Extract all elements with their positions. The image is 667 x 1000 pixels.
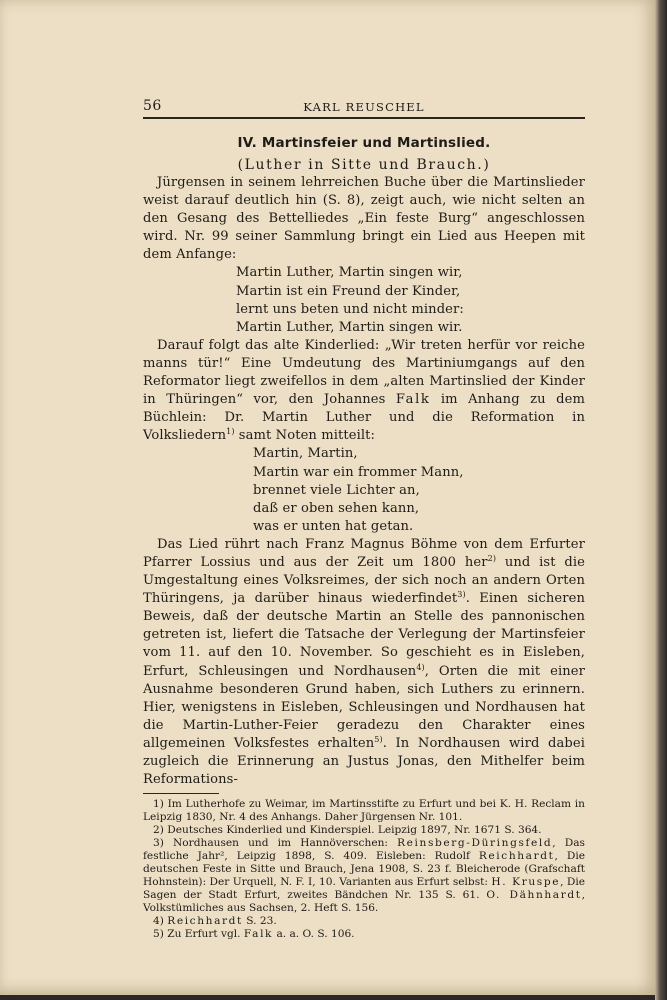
footnote-divider: [143, 793, 219, 794]
footnote-3-text: , Volkstümliches aus Sachsen, 2. Heft S. 156.: [143, 889, 585, 915]
author-name-reinsberg: Reinsberg-Düringsfeld: [397, 837, 553, 850]
verse-line: brennet viele Lichter an,: [253, 482, 420, 498]
paragraph-2: [143, 337, 585, 446]
footnote-ref-2[interactable]: 2): [487, 553, 497, 563]
paragraph-3: [143, 536, 585, 789]
verse-line: daß er oben sehen kann,: [253, 500, 420, 516]
footnote-5-text: 5) Zu Erfurt vgl.: [153, 928, 244, 941]
footnote-2: 2) Deutsches Kinderlied und Kinderspiel. Leipzig 1897, Nr. 1671 S. 364.: [153, 824, 542, 837]
paragraph-2-text: samt Noten mitteilt:: [234, 428, 376, 444]
verse-line: Martin war ein frommer Mann,: [253, 464, 464, 480]
verse-line: was er unten hat getan.: [253, 518, 414, 534]
footnote-3-text: , Das festliche Jahr², Leipzig 1898, S. 409. Eisleben: Rudolf: [143, 837, 585, 863]
footnote-4-text: 4): [153, 915, 168, 928]
page-content: [143, 97, 585, 941]
page-number: 56: [143, 98, 162, 114]
section-title: IV. Martinsfeier und Martinslied.: [237, 135, 491, 151]
body-text: [143, 174, 585, 789]
footnote-3: [143, 837, 585, 915]
running-head-author: KARL REUSCHEL: [303, 100, 425, 114]
author-name-daehnhardt: O. Dähnhardt: [486, 889, 582, 902]
book-edge: [655, 0, 667, 1000]
paragraph-2-text: Darauf folgt das alte Kinderlied: „Wir treten herfür vor reiche manns tür!“ Eine Umdeutung des Martiniumgangs auf den Reformator liegt zweifellos in dem „alten Martinslied der Kinder in Thüringen“ vor, den Johannes: [143, 337, 585, 408]
author-name-reichhardt: Reichhardt: [478, 850, 555, 863]
footnote-5: [143, 928, 585, 941]
verse-line: Martin, Martin,: [253, 446, 358, 462]
paragraph-2-text: im Anhang zu dem Büchlein: Dr. Martin Luther und die Reformation in Volksliedern: [143, 392, 585, 444]
verse-line: Martin Luther, Martin singen wir,: [236, 265, 463, 281]
verse-line: lernt uns beten und nicht minder:: [236, 301, 464, 317]
author-name-reichhardt: Reichhardt: [167, 915, 243, 928]
footnote-ref-1[interactable]: 1): [226, 427, 235, 437]
footnote-ref-3[interactable]: 3): [457, 590, 466, 600]
footnote-ref-5[interactable]: 5): [374, 734, 383, 744]
footnote-3-text: , Die Sagen der Stadt Erfurt, zweites Bändchen Nr. 135 S. 61.: [143, 876, 586, 902]
footnote-3-text: 3) Nordhausen und im Hannöverschen:: [153, 837, 398, 850]
verse-heepen: [143, 264, 585, 336]
paragraph-3-text: . Einen sicheren Beweis, daß der deutsche Martin an Stelle des pannonischen getreten ist, liefert die Tatsache der Verlegung der Martinsfeier vom 11. auf den 10. November. So geschieht es in Eisleben, Erfurt, Schleusingen und Nordhausen: [143, 591, 585, 679]
footnote-1: 1) Im Lutherhofe zu Weimar, im Martinsstifte zu Erfurt und bei K. H. Reclam in Leipzig 1830, Nr. 4 des Anhangs. Daher Jürgensen Nr. 101.: [143, 798, 585, 824]
footnote-5-text: a. a. O. S. 106.: [273, 928, 355, 941]
paragraph-3-text: . In Nordhausen wird dabei zugleich die Erinnerung an Justus Jonas, den Mithelfer beim Reformations-: [143, 735, 585, 788]
footnote-3-text: , Die deutschen Feste in Sitte und Brauch, Jena 1908, S. 23 f. Bleicherode (Grafschaft Hohnstein): Der Urquell, N. F. I, 10. Varianten aus Erfurt selbst:: [143, 850, 585, 889]
verse-thueringen: [143, 445, 585, 535]
verse-line: Martin Luther, Martin singen wir.: [236, 319, 463, 335]
paragraph-3-text: Das Lied rührt nach Franz Magnus Böhme von dem Erfurter Pfarrer Lossius und aus der Zeit um 1800 her: [143, 536, 585, 570]
paragraph-1: Jürgensen in seinem lehrreichen Buche über die Martinslieder weist darauf deutlich hin (S. 8), zeigt auch, wie nicht selten an den Gesang des Bettelliedes „Ein feste Burg“ angeschlossen wird. Nr. 99 seiner Sammlung bringt ein Lied aus Heepen mit dem Anfange:: [143, 175, 585, 263]
section-subtitle: (Luther in Sitte und Brauch.): [237, 157, 491, 173]
paragraph-3-text: , Orten die mit einer Ausnahme besonderen Grund haben, sich Luthers zu erinnern. Hier, wenigstens in Eisleben, Schleusingen und Nordhausen hat die Martin-Luther-Feier geradezu den Charakter eines allgemeinen Volksfestes erhalten: [143, 663, 585, 751]
author-name-kruspe: H. Kruspe: [491, 876, 561, 889]
verse-line: Martin ist ein Freund der Kinder,: [236, 283, 461, 299]
footnote-4: [143, 915, 585, 928]
footnote-4-text: S. 23.: [242, 915, 277, 928]
author-name-falk: Falk: [395, 392, 431, 408]
footnotes: [143, 798, 585, 941]
paragraph-3-text: und ist die Umgestaltung eines Volksreimes, der sich noch an andern Orten Thüringens, ja darüber hinaus wiederfindet: [143, 554, 585, 607]
author-name-falk: Falk: [243, 928, 274, 941]
running-header: [143, 97, 585, 119]
footnote-ref-4[interactable]: 4): [416, 662, 425, 672]
